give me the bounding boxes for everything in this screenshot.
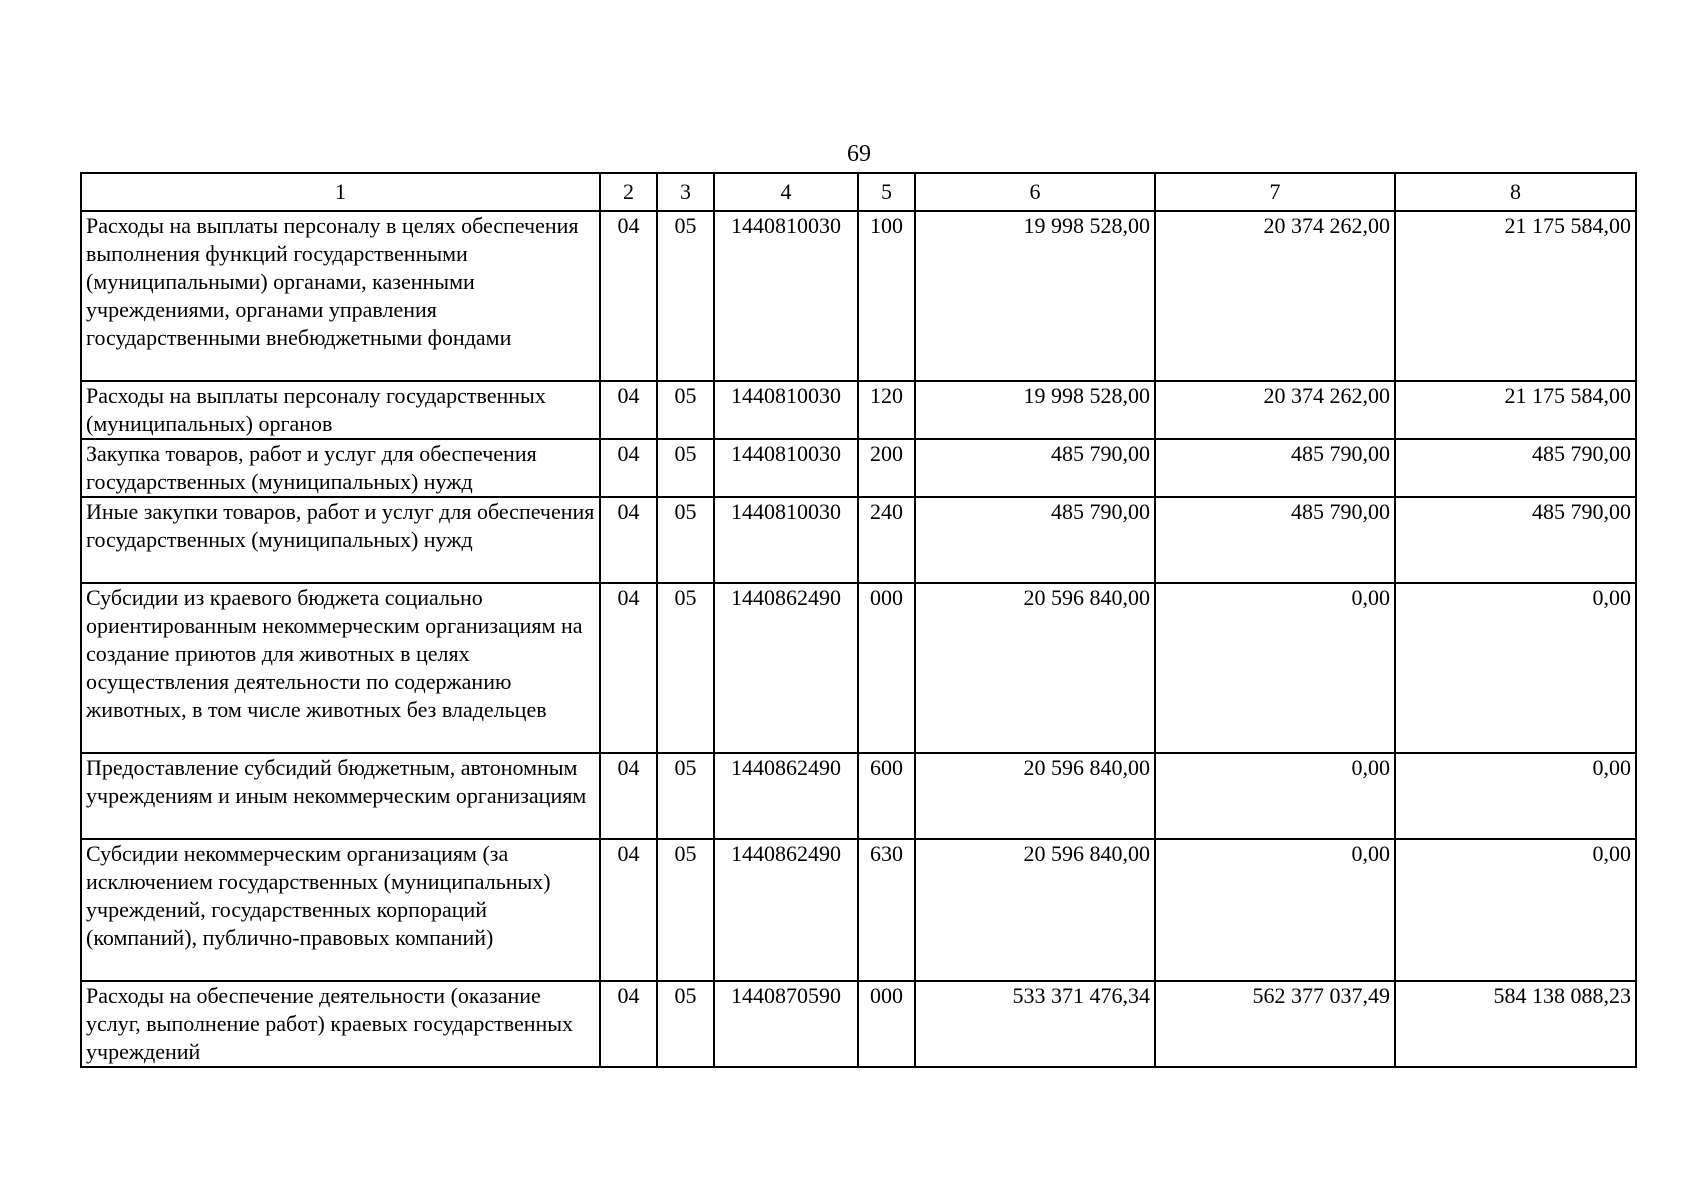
row-amount-col7: 0,00 (1155, 583, 1395, 753)
row-vr: 630 (858, 839, 915, 981)
header-col-3: 3 (657, 173, 714, 211)
row-csr: 1440810030 (714, 211, 858, 381)
row-rz: 04 (600, 753, 657, 839)
row-name: Субсидии некоммерческим организациям (за исключением государственных (муниципальных) учреждений, государственных корпораций (компаний), публично-правовых компаний) (81, 839, 600, 981)
row-rz: 04 (600, 839, 657, 981)
row-pr: 05 (657, 981, 714, 1067)
row-csr: 1440810030 (714, 497, 858, 583)
row-amount-col7: 0,00 (1155, 753, 1395, 839)
row-rz: 04 (600, 981, 657, 1067)
table-row (81, 753, 1636, 839)
row-vr: 240 (858, 497, 915, 583)
row-pr: 05 (657, 497, 714, 583)
row-amount-col7: 562 377 037,49 (1155, 981, 1395, 1067)
row-csr: 1440862490 (714, 583, 858, 753)
row-pr: 05 (657, 439, 714, 497)
row-amount-col6: 485 790,00 (915, 439, 1155, 497)
row-amount-col8: 0,00 (1395, 753, 1636, 839)
header-col-7: 7 (1155, 173, 1395, 211)
row-name: Закупка товаров, работ и услуг для обеспечения государственных (муниципальных) нужд (81, 439, 600, 497)
row-amount-col7: 20 374 262,00 (1155, 381, 1395, 439)
header-col-4: 4 (714, 173, 858, 211)
row-vr: 120 (858, 381, 915, 439)
row-amount-col7: 485 790,00 (1155, 439, 1395, 497)
row-amount-col8: 21 175 584,00 (1395, 211, 1636, 381)
page-number: 69 (847, 141, 871, 167)
row-name: Расходы на выплаты персоналу в целях обеспечения выполнения функций государственными (муниципальными) органами, казенными учреждениями, органами управления государственными внебюджетными фондами (81, 211, 600, 381)
row-csr: 1440810030 (714, 381, 858, 439)
table-body (81, 211, 1636, 1067)
row-name: Субсидии из краевого бюджета социально ориентированным некоммерческим организациям на создание приютов для животных в целях осуществления деятельности по содержанию животных, в том числе животных без владельцев (81, 583, 600, 753)
row-pr: 05 (657, 211, 714, 381)
row-rz: 04 (600, 497, 657, 583)
row-amount-col6: 533 371 476,34 (915, 981, 1155, 1067)
table-row (81, 439, 1636, 497)
row-amount-col8: 0,00 (1395, 839, 1636, 981)
header-col-2: 2 (600, 173, 657, 211)
table-row (81, 583, 1636, 753)
row-amount-col6: 19 998 528,00 (915, 211, 1155, 381)
row-amount-col6: 20 596 840,00 (915, 839, 1155, 981)
row-rz: 04 (600, 211, 657, 381)
row-name: Расходы на обеспечение деятельности (оказание услуг, выполнение работ) краевых государственных учреждений (81, 981, 600, 1067)
row-csr: 1440862490 (714, 753, 858, 839)
table-row (81, 981, 1636, 1067)
row-amount-col8: 0,00 (1395, 583, 1636, 753)
budget-table (80, 172, 1637, 1068)
row-csr: 1440810030 (714, 439, 858, 497)
row-vr: 600 (858, 753, 915, 839)
header-row (81, 173, 1636, 211)
table-header (81, 173, 1636, 211)
row-amount-col7: 0,00 (1155, 839, 1395, 981)
row-csr: 1440870590 (714, 981, 858, 1067)
row-rz: 04 (600, 381, 657, 439)
row-amount-col6: 19 998 528,00 (915, 381, 1155, 439)
header-col-8: 8 (1395, 173, 1636, 211)
row-amount-col6: 20 596 840,00 (915, 583, 1155, 753)
table-row (81, 497, 1636, 583)
row-vr: 200 (858, 439, 915, 497)
row-pr: 05 (657, 839, 714, 981)
row-csr: 1440862490 (714, 839, 858, 981)
row-amount-col8: 21 175 584,00 (1395, 381, 1636, 439)
table-row (81, 211, 1636, 381)
header-col-5: 5 (858, 173, 915, 211)
row-vr: 100 (858, 211, 915, 381)
row-amount-col6: 20 596 840,00 (915, 753, 1155, 839)
row-pr: 05 (657, 753, 714, 839)
row-pr: 05 (657, 381, 714, 439)
row-amount-col8: 485 790,00 (1395, 497, 1636, 583)
table-row (81, 381, 1636, 439)
row-amount-col6: 485 790,00 (915, 497, 1155, 583)
header-col-6: 6 (915, 173, 1155, 211)
row-name: Расходы на выплаты персоналу государственных (муниципальных) органов (81, 381, 600, 439)
row-rz: 04 (600, 439, 657, 497)
row-amount-col8: 485 790,00 (1395, 439, 1636, 497)
row-rz: 04 (600, 583, 657, 753)
row-vr: 000 (858, 583, 915, 753)
row-pr: 05 (657, 583, 714, 753)
row-amount-col8: 584 138 088,23 (1395, 981, 1636, 1067)
header-col-1: 1 (81, 173, 600, 211)
table-row (81, 839, 1636, 981)
row-name: Предоставление субсидий бюджетным, автономным учреждениям и иным некоммерческим организациям (81, 753, 600, 839)
row-amount-col7: 20 374 262,00 (1155, 211, 1395, 381)
row-vr: 000 (858, 981, 915, 1067)
row-name: Иные закупки товаров, работ и услуг для обеспечения государственных (муниципальных) нужд (81, 497, 600, 583)
row-amount-col7: 485 790,00 (1155, 497, 1395, 583)
